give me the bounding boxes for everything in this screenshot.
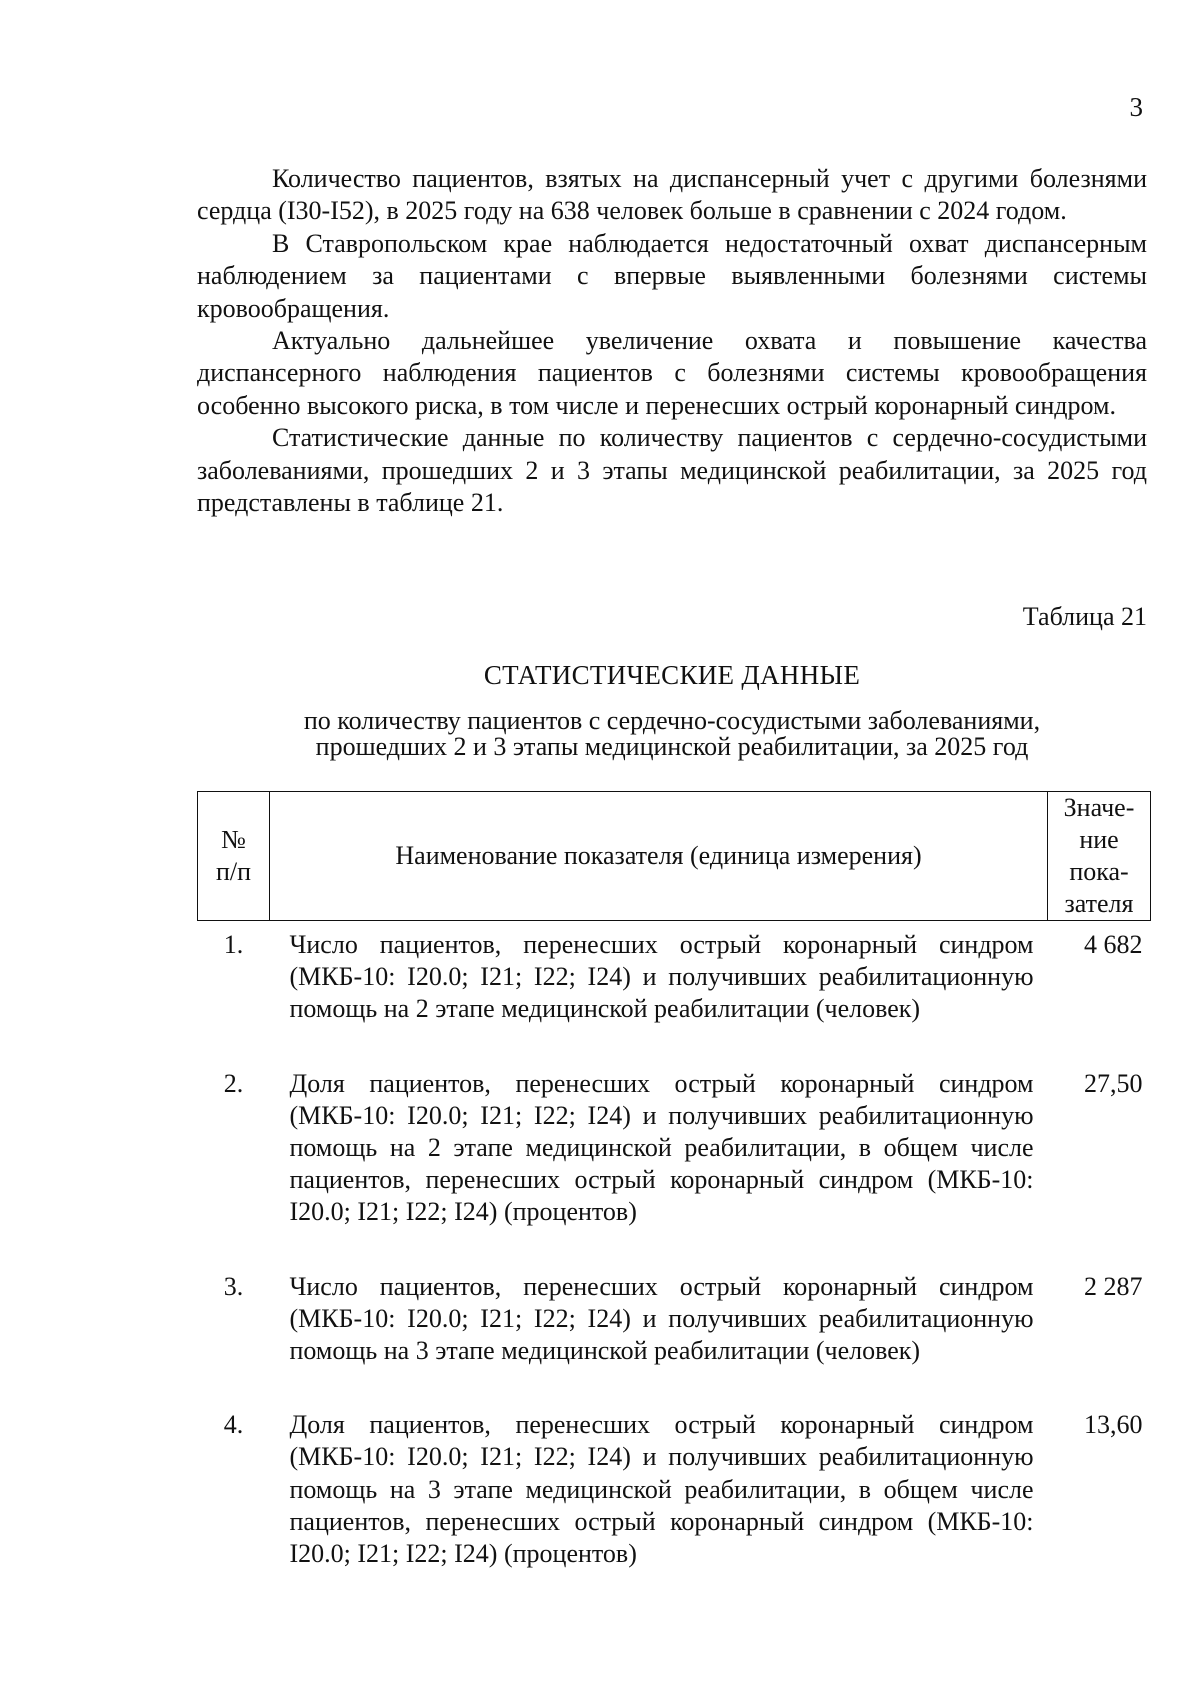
paragraph: В Ставропольском крае наблюдается недостаточный охват диспансерным наблюдением за пациентами с впервые выявленными болезнями системы кровообращения. <box>197 228 1147 323</box>
row-spacer <box>198 1026 1151 1060</box>
table-header-row <box>198 792 1151 921</box>
header-indicator-value <box>1048 792 1151 921</box>
table-subtitle-line: по количеству пациентов с сердечно-сосудистыми заболеваниями, <box>303 706 1041 735</box>
header-value-line: ние <box>1079 825 1119 854</box>
row-spacer <box>198 1367 1151 1401</box>
table-subtitle <box>197 708 1147 760</box>
paragraph: Актуально дальнейшее увеличение охвата и повышение качества диспансерного наблюдения пациентов с болезнями системы кровообращения особенно высокого риска, в том числе и перенесших острый коронарный синдром. <box>197 326 1147 420</box>
row-indicator-name: Число пациентов, перенесших острый коронарный синдром (МКБ-10: I20.0; I21; I22; I24) и получивших реабилитационную помощь на 3 этапе медицинской реабилитации (человек) <box>289 1271 1034 1366</box>
table-number-label: Таблица 21 <box>1022 602 1147 631</box>
table-row <box>198 1060 1151 1229</box>
row-indicator-value: 27,50 <box>1084 1068 1143 1098</box>
body-text <box>197 163 1147 519</box>
row-indicator-name: Число пациентов, перенесших острый коронарный синдром (МКБ-10: I20.0; I21; I22; I24) и получивших реабилитационную помощь на 2 этапе медицинской реабилитации (человек) <box>289 930 1034 1024</box>
page-number: 3 <box>1129 92 1143 122</box>
header-indicator-name: Наименование показателя (единица измерения) <box>270 792 1048 921</box>
row-indicator-value: 2 287 <box>1084 1271 1143 1301</box>
header-number <box>198 792 270 921</box>
header-number-line: № <box>221 825 246 854</box>
row-number: 3. <box>223 1271 244 1301</box>
row-indicator-value: 13,60 <box>1084 1410 1143 1440</box>
statistics-table <box>197 791 1151 1570</box>
header-value-line: зателя <box>1064 889 1134 918</box>
table-row <box>198 921 1151 1026</box>
row-indicator-name: Доля пациентов, перенесших острый коронарный синдром (МКБ-10: I20.0; I21; I22; I24) и получивших реабилитационную помощь на 2 этапе медицинской реабилитации, в общем числе пациентов, перенесших острый коронарный синдром (МКБ-10: I20.0; I21; I22; I24) (процентов) <box>289 1068 1034 1227</box>
row-number: 1. <box>223 930 244 959</box>
row-indicator-name: Доля пациентов, перенесших острый коронарный синдром (МКБ-10: I20.0; I21; I22; I24) и получивших реабилитационную помощь на 3 этапе медицинской реабилитации, в общем числе пациентов, перенесших острый коронарный синдром (МКБ-10: I20.0; I21; I22; I24) (процентов) <box>289 1410 1034 1569</box>
paragraph: Статистические данные по количеству пациентов с сердечно-сосудистыми заболеваниями, прошедших 2 и 3 этапы медицинской реабилитации, за 2025 год представлены в таблице 21. <box>197 423 1147 518</box>
header-value-line: Значе- <box>1063 793 1135 822</box>
table-subtitle-line: прошедших 2 и 3 этапы медицинской реабилитации, за 2025 год <box>315 732 1029 761</box>
table-row <box>198 1401 1151 1570</box>
row-spacer <box>198 1229 1151 1263</box>
row-number: 2. <box>223 1068 244 1098</box>
row-number: 4. <box>223 1410 244 1440</box>
header-number-line: п/п <box>215 857 252 886</box>
table-row <box>198 1263 1151 1368</box>
row-indicator-value: 4 682 <box>1084 930 1143 959</box>
paragraph: Количество пациентов, взятых на диспансерный учет с другими болезнями сердца (I30-I52), в 2025 году на 638 человек больше в сравнении с 2024 годом. <box>197 164 1147 226</box>
header-value-line: пока- <box>1069 857 1129 886</box>
table-title: СТАТИСТИЧЕСКИЕ ДАННЫЕ <box>483 660 861 690</box>
